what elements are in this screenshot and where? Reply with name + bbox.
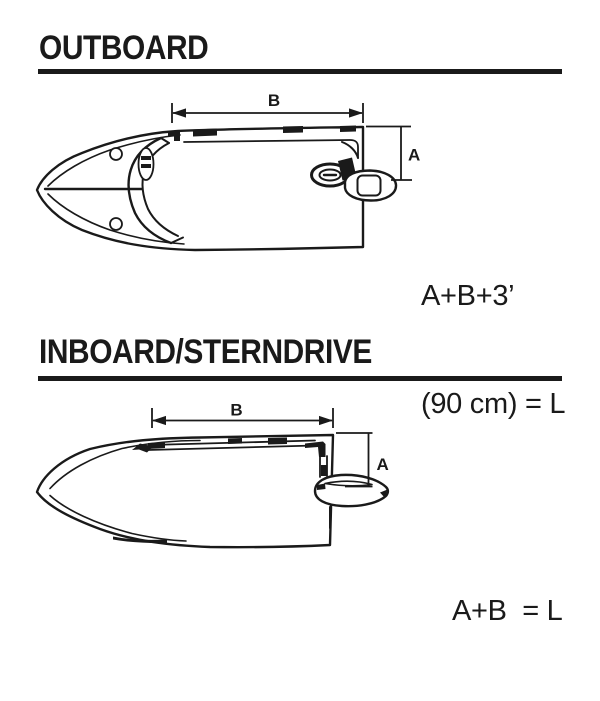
deck-hatch-circle — [110, 218, 122, 230]
gunwale-mark — [193, 129, 217, 137]
deck-hatch-circle — [110, 148, 122, 160]
deck-mark — [228, 438, 242, 444]
outboard-boat-hull — [37, 126, 363, 251]
outboard-title-rule — [38, 69, 562, 74]
deck-mark — [268, 438, 287, 445]
inboard-b-label: B — [230, 400, 243, 420]
outboard-a-label: A — [408, 145, 421, 165]
inboard-sterndrive-title-rule — [38, 376, 562, 381]
inboard-a-label: A — [376, 455, 389, 474]
outboard-b-dimension — [172, 91, 363, 123]
inboard-sterndrive-diagram — [20, 395, 420, 575]
deck-mark — [148, 442, 165, 449]
outboard-title: OUTBOARD — [39, 29, 209, 67]
formula-line: (90 cm) = L — [421, 388, 566, 420]
outboard-b-label: B — [267, 91, 281, 110]
inboard-sterndrive-formula — [452, 521, 562, 701]
gunwale-mark — [340, 126, 356, 133]
formula-line: A+B = L — [452, 595, 563, 627]
inboard-b-dimension — [152, 401, 333, 429]
outboard-diagram — [20, 85, 420, 295]
helm-console — [139, 148, 154, 180]
formula-line: A+B+3’ — [421, 280, 515, 312]
outboard-formula — [421, 206, 565, 494]
inboard-boat-hull — [37, 435, 333, 547]
inboard-sterndrive-title: INBOARD/STERNDRIVE — [39, 333, 372, 371]
gunwale-mark — [283, 126, 303, 133]
